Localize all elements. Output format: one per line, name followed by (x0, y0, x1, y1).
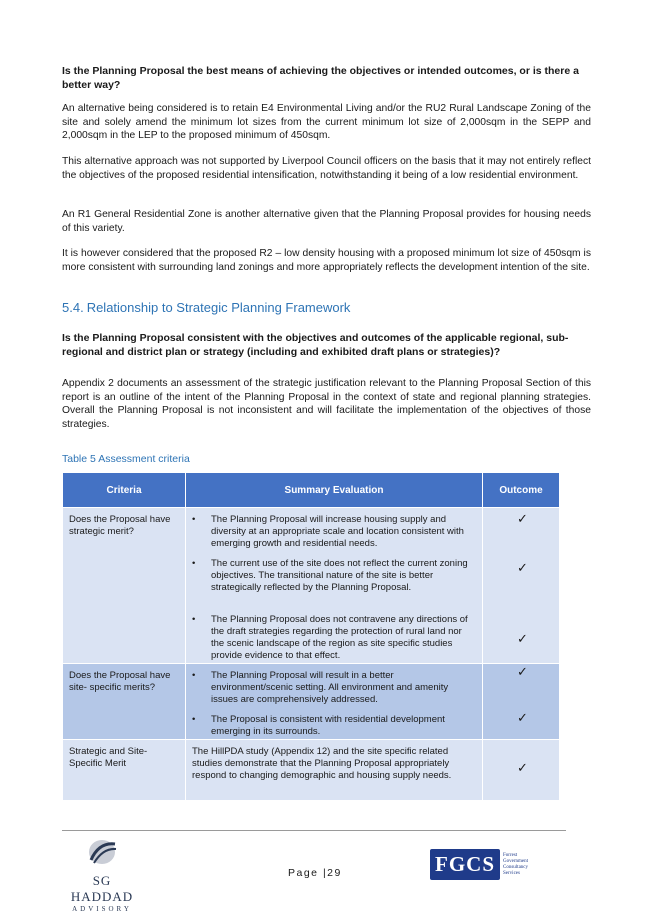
paragraph-alternative: An alternative being considered is to retain E4 Environmental Living and/or the RU2 Rural Landscape Zoning of the site and solely amend the minimum lot sizes from the current minimum lot size of 2,000sqm in the SEPP and 2,000sqm in the LEP to the proposed minimum of 450sqm. (62, 103, 591, 141)
question-best-means: Is the Planning Proposal the best means of achieving the objectives or intended outcomes, or is there a better way? (62, 65, 579, 91)
fgcs-word: Services (503, 870, 520, 876)
bullet-icon: • (192, 558, 196, 569)
section-heading (62, 300, 350, 315)
section-number: 5.4. (62, 300, 84, 315)
fgcs-word: Consultancy (503, 864, 529, 870)
header-outcome: Outcome (483, 473, 560, 508)
summary-text: The HillPDA study (Appendix 12) and the site specific related studies demonstrate that the Planning Proposal appropriately respond to changing demographic and housing supply needs. (192, 746, 452, 781)
checkmark-icon: ✓ (517, 760, 528, 775)
footer-divider (62, 830, 566, 831)
table-row (63, 508, 560, 664)
bullet-text: The Planning Proposal will increase housing supply and diversity at an appropriate scale and location consistent with emerging growth and residential needs. (211, 514, 464, 549)
bullet-item (186, 514, 482, 550)
bullet-text: The Planning Proposal does not contravene any directions of the draft strategies regarding the protection of rural land nor the scenic landscape of the region as site specific studies provide evidence to that effect. (211, 614, 468, 661)
sg-haddad-sub: ADVISORY (72, 905, 132, 913)
bullet-item (186, 558, 482, 594)
table-row (63, 740, 560, 801)
table-caption: Table 5 Assessment criteria (62, 453, 190, 465)
header-summary: Summary Evaluation (186, 473, 483, 508)
fgcs-word: Government (503, 858, 529, 864)
criteria-text: Does the Proposal have strategic merit? (69, 514, 171, 537)
criteria-text: Does the Proposal have site- specific merits? (69, 670, 171, 693)
sg-haddad-logo (62, 838, 142, 913)
fgcs-word: Forrest (503, 852, 518, 858)
bullet-item (186, 714, 482, 738)
paragraph-r1-zone: An R1 General Residential Zone is another alternative given that the Planning Proposal provides for housing needs of this variety. (62, 209, 591, 234)
paragraph-r2-consistent: It is however considered that the proposed R2 – low density housing with a proposed minimum lot size of 450sqm is more consistent with surrounding land zonings and more appropriately reflects the development intention of the site. (62, 248, 591, 273)
criteria-text: Strategic and Site-Specific Merit (69, 746, 148, 769)
fgcs-words (503, 853, 528, 877)
checkmark-icon: ✓ (517, 664, 528, 679)
assessment-table (62, 472, 560, 801)
summary-cell (186, 508, 483, 664)
bullet-text: The Planning Proposal will result in a better environment/scenic setting. All environment and amenity issues are comprehensively addressed. (211, 670, 449, 705)
question-consistency: Is the Planning Proposal consistent with the objectives and outcomes of the applicable regional, sub-regional and district plan or strategy (including and exhibited draft plans or strategies)? (62, 332, 569, 358)
outcome-cell (483, 740, 560, 801)
paragraph-appendix-2: Appendix 2 documents an assessment of the strategic justification relevant to the Planning Proposal Section of this report is an outline of the intent of the Planning Proposal in the context of state and regional planning strategies. Overall the Planning Proposal is not inconsistent and will facilitate the implementation of the objectives of those strategies. (62, 378, 591, 430)
table-row (63, 664, 560, 740)
checkmark-icon: ✓ (517, 631, 528, 646)
bullet-item (186, 614, 482, 662)
header-criteria: Criteria (63, 473, 186, 508)
page-number: Page |29 (288, 867, 342, 879)
outcome-cell (483, 508, 560, 664)
criteria-cell (63, 664, 186, 740)
summary-cell (186, 740, 483, 801)
summary-cell (186, 664, 483, 740)
bullet-icon: • (192, 714, 196, 725)
table-header-row (63, 473, 560, 508)
bullet-text: The current use of the site does not reflect the current zoning objectives. The transitional nature of the site is better strategically reflected by the Planning Proposal. (211, 558, 468, 593)
bullet-icon: • (192, 614, 196, 625)
checkmark-icon: ✓ (517, 511, 528, 526)
paragraph-not-supported: This alternative approach was not supported by Liverpool Council officers on the basis that it may not entirely reflect the objectives of the proposed residential intensification, notwithstanding it being of a low residential environment. (62, 156, 591, 181)
checkmark-icon: ✓ (517, 710, 528, 725)
criteria-cell (63, 508, 186, 664)
sg-haddad-emblem-icon (85, 838, 119, 866)
checkmark-icon: ✓ (517, 560, 528, 575)
bullet-item (186, 670, 482, 706)
bullet-text: The Proposal is consistent with residential development emerging in its surrounds. (211, 714, 445, 737)
fgcs-abbr: FGCS (430, 849, 500, 880)
criteria-cell (63, 740, 186, 801)
outcome-cell (483, 664, 560, 740)
bullet-icon: • (192, 670, 196, 681)
fgcs-logo (430, 849, 528, 880)
section-title: Relationship to Strategic Planning Framework (86, 300, 351, 315)
bullet-icon: • (192, 514, 196, 525)
sg-haddad-name: SG HADDAD (70, 873, 134, 904)
